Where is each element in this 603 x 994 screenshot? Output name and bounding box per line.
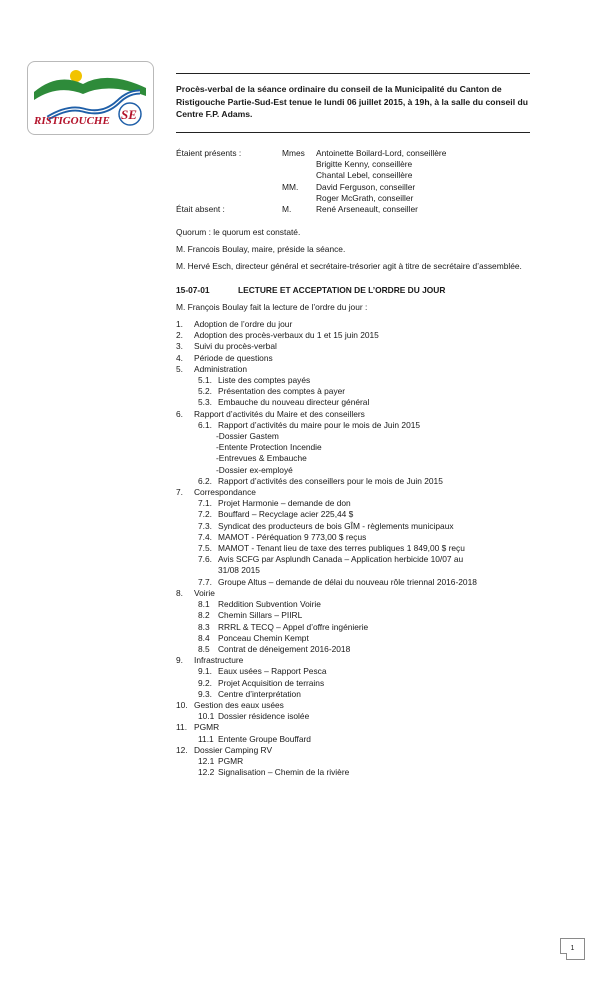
agenda-label: Dossier Camping RV: [194, 744, 273, 755]
agenda-subpoint: [176, 453, 536, 464]
quorum-paragraph: Quorum : le quorum est constaté.: [176, 227, 301, 237]
agenda-label: RRRL & TECQ – Appel d’offre ingénierie: [218, 621, 369, 632]
agenda-subpoint: [176, 431, 536, 442]
agenda-number: 9.1.: [198, 666, 212, 677]
agenda-label: Signalisation – Chemin de la rivière: [218, 767, 350, 778]
agenda-subitem: [176, 622, 536, 633]
attendee-prefix: MM.: [282, 181, 299, 192]
section-title: LECTURE ET ACCEPTATION DE L’ORDRE DU JOUR: [238, 284, 446, 295]
agenda-label: Voirie: [194, 587, 215, 598]
agenda-item: [176, 353, 536, 364]
agenda-number: 8.1: [198, 599, 210, 610]
agenda-label: Suivi du procès-verbal: [194, 341, 277, 352]
agenda-item: [176, 745, 536, 756]
agenda-number: 2.: [176, 330, 183, 341]
attendee-prefix: M.: [282, 204, 292, 214]
agenda-subitem: [176, 375, 536, 386]
agenda-number: 5.2.: [198, 386, 212, 397]
agenda-label: Gestion des eaux usées: [194, 699, 284, 710]
agenda-number: 7.2.: [198, 509, 212, 520]
agenda-label: Embauche du nouveau directeur général: [218, 397, 370, 408]
agenda-label: -Dossier Gastem: [216, 431, 279, 442]
agenda-subitem: [176, 386, 536, 397]
agenda-label: Dossier résidence isolée: [218, 711, 310, 722]
document-title: Procès-verbal de la séance ordinaire du conseil de la Municipalité du Canton de Ristigouche Partie-Sud-Est tenue le lundi 06 juillet 2015, à 19h, à la salle du conseil du Centre F.P. Adams.: [176, 84, 528, 119]
agenda-item: [176, 409, 536, 420]
agenda-label: Entente Groupe Bouffard: [218, 733, 311, 744]
agenda-item: [176, 700, 536, 711]
agenda-number: 9.: [176, 655, 183, 666]
agenda-item: [176, 364, 536, 375]
municipality-logo: [27, 61, 154, 135]
agenda-number: 12.: [176, 744, 188, 755]
agenda-item: [176, 487, 536, 498]
agenda-label: Période de questions: [194, 352, 273, 363]
agenda-number: 12.2: [198, 767, 215, 778]
header-top-rule: [176, 73, 530, 74]
document-body: [176, 148, 536, 778]
agenda-label: -Dossier ex-employé: [216, 464, 293, 475]
agenda-number: 8.3: [198, 621, 210, 632]
agenda-number: 9.2.: [198, 677, 212, 688]
agenda-label: 31/08 2015: [218, 565, 260, 576]
agenda-item: [176, 330, 536, 341]
agenda-label: Correspondance: [194, 487, 256, 498]
agenda-subpoint: [176, 465, 536, 476]
logo-badge-text: SE: [121, 107, 137, 122]
agenda-label: Eaux usées – Rapport Pesca: [218, 666, 327, 677]
agenda-number: 7.7.: [198, 576, 212, 587]
attendee-name: Roger McGrath, conseiller: [316, 192, 414, 203]
agenda-label: Contrat de déneigement 2016-2018: [218, 643, 351, 654]
absent-label: Était absent :: [176, 204, 225, 214]
agenda-subitem: [176, 577, 536, 588]
agenda-subitem: [176, 678, 536, 689]
agenda-number: 7.: [176, 487, 183, 498]
agenda-subitem: [176, 521, 536, 532]
agenda-number: 6.: [176, 408, 183, 419]
agenda-number: 11.1: [198, 733, 214, 744]
agenda-number: 6.2.: [198, 475, 212, 486]
agenda-number: 6.1.: [198, 419, 212, 430]
agenda-number: 8.5: [198, 643, 210, 654]
agenda-subitem: [176, 498, 536, 509]
agenda-number: 11.: [176, 722, 188, 733]
agenda-number: 10.1: [198, 711, 215, 722]
agenda-number: 10.: [176, 699, 188, 710]
sun-shape: [70, 70, 82, 82]
agenda-number: 7.1.: [198, 498, 212, 509]
agenda-label: Syndicat des producteurs de bois GÎM - règlements municipaux: [218, 520, 454, 531]
agenda-label: PGMR: [218, 755, 244, 766]
logo-wordmark: RISTIGOUCHE: [34, 115, 110, 127]
agenda-subitem: [176, 420, 536, 431]
attendee-prefix: Mmes: [282, 148, 305, 158]
agenda-number: 12.1: [198, 755, 215, 766]
attendee-name: Antoinette Boilard-Lord, conseillère: [316, 148, 447, 158]
agenda-item: [176, 722, 536, 733]
agenda-subitem: [176, 610, 536, 621]
agenda-subitem: [176, 633, 536, 644]
agenda-number: 8.4: [198, 632, 210, 643]
agenda-number: 5.: [176, 363, 183, 374]
agenda-line-continuation: [176, 565, 536, 576]
agenda-subitem: [176, 509, 536, 520]
chair-paragraph: M. Francois Boulay, maire, préside la séance.: [176, 244, 346, 255]
agenda-item: [176, 588, 536, 599]
agenda-number: 3.: [176, 341, 183, 352]
agenda-item: [176, 655, 536, 666]
agenda-subitem: [176, 767, 536, 778]
agenda-subitem: [176, 554, 536, 565]
attendance-block: [176, 148, 536, 225]
agenda-label: Ponceau Chemin Kempt: [218, 632, 309, 643]
agenda-subitem: [176, 734, 536, 745]
agenda-label: Administration: [194, 363, 248, 374]
agenda-label: Centre d’interprétation: [218, 688, 301, 699]
agenda-label: MAMOT - Tenant lieu de taxe des terres publiques 1 849,00 $ reçu: [218, 543, 465, 554]
agenda-label: Projet Acquisition de terrains: [218, 677, 325, 688]
agenda-number: 5.3.: [198, 397, 212, 408]
present-label: Étaient présents :: [176, 148, 242, 158]
agenda-number: 8.2: [198, 610, 210, 621]
agenda-number: 7.4.: [198, 531, 212, 542]
agenda-subitem: [176, 476, 536, 487]
agenda-number: 5.1.: [198, 375, 212, 386]
agenda-label: MAMOT - Péréquation 9 773,00 $ reçus: [218, 531, 367, 542]
agenda-label: Projet Harmonie – demande de don: [218, 498, 351, 509]
section-heading: [176, 285, 536, 296]
agenda-subpoint: [176, 442, 536, 453]
agenda-subitem: [176, 397, 536, 408]
agenda-label: -Entrevues & Embauche: [216, 453, 307, 464]
agenda-subitem: [176, 543, 536, 554]
agenda-label: Reddition Subvention Voirie: [218, 599, 321, 610]
agenda-number: 7.5.: [198, 543, 212, 554]
agenda-subitem: [176, 599, 536, 610]
agenda-label: Rapport d’activités du Maire et des conseillers: [194, 408, 365, 419]
agenda-label: Infrastructure: [194, 655, 244, 666]
attendee-name: Brigitte Kenny, conseillère: [316, 159, 413, 170]
header-bottom-rule: [176, 132, 530, 133]
agenda-label: Adoption des procès-verbaux du 1 et 15 juin 2015: [194, 330, 379, 341]
agenda-label: Adoption de l’ordre du jour: [194, 319, 293, 330]
secretary-paragraph: M. Hervé Esch, directeur général et secrétaire-trésorier agit à titre de secrétaire d’assemblée.: [176, 261, 522, 272]
agenda-list: [176, 319, 536, 778]
agenda-label: Bouffard – Recyclage acier 225,44 $: [218, 509, 354, 520]
agenda-label: Présentation des comptes à payer: [218, 386, 346, 397]
agenda-number: 1.: [176, 319, 183, 330]
agenda-label: Chemin Sillars – PIIRL: [218, 610, 303, 621]
agenda-item: [176, 341, 536, 352]
agenda-subitem: [176, 644, 536, 655]
agenda-number: 4.: [176, 352, 183, 363]
attendee-name: Chantal Lebel, conseillère: [316, 170, 413, 181]
section-intro: M. François Boulay fait la lecture de l’ordre du jour :: [176, 301, 368, 312]
agenda-item: [176, 319, 536, 330]
agenda-label: Groupe Altus – demande de délai du nouveau rôle triennal 2016-2018: [218, 576, 477, 587]
agenda-label: PGMR: [194, 722, 220, 733]
attendee-name: David Ferguson, conseiller: [316, 181, 416, 192]
section-number: 15-07-01: [176, 284, 210, 295]
agenda-label: Rapport d’activités du maire pour le mois de Juin 2015: [218, 419, 421, 430]
agenda-subitem: [176, 756, 536, 767]
attendee-name: René Arseneault, conseiller: [316, 204, 418, 214]
agenda-subitem: [176, 532, 536, 543]
agenda-number: 7.3.: [198, 520, 212, 531]
agenda-number: 8.: [176, 587, 183, 598]
logo-graphic: [28, 62, 153, 134]
agenda-subitem: [176, 689, 536, 700]
page-number: 1: [560, 938, 585, 960]
agenda-subitem: [176, 711, 536, 722]
agenda-label: Rapport d’activités des conseillers pour le mois de Juin 2015: [218, 475, 443, 486]
agenda-number: 9.3.: [198, 688, 212, 699]
agenda-label: Liste des comptes payés: [218, 375, 311, 386]
agenda-label: Avis SCFG par Asplundh Canada – Application herbicide 10/07 au: [218, 554, 464, 565]
agenda-label: -Entente Protection Incendie: [216, 442, 322, 453]
agenda-subitem: [176, 666, 536, 677]
agenda-number: 7.6.: [198, 554, 212, 565]
